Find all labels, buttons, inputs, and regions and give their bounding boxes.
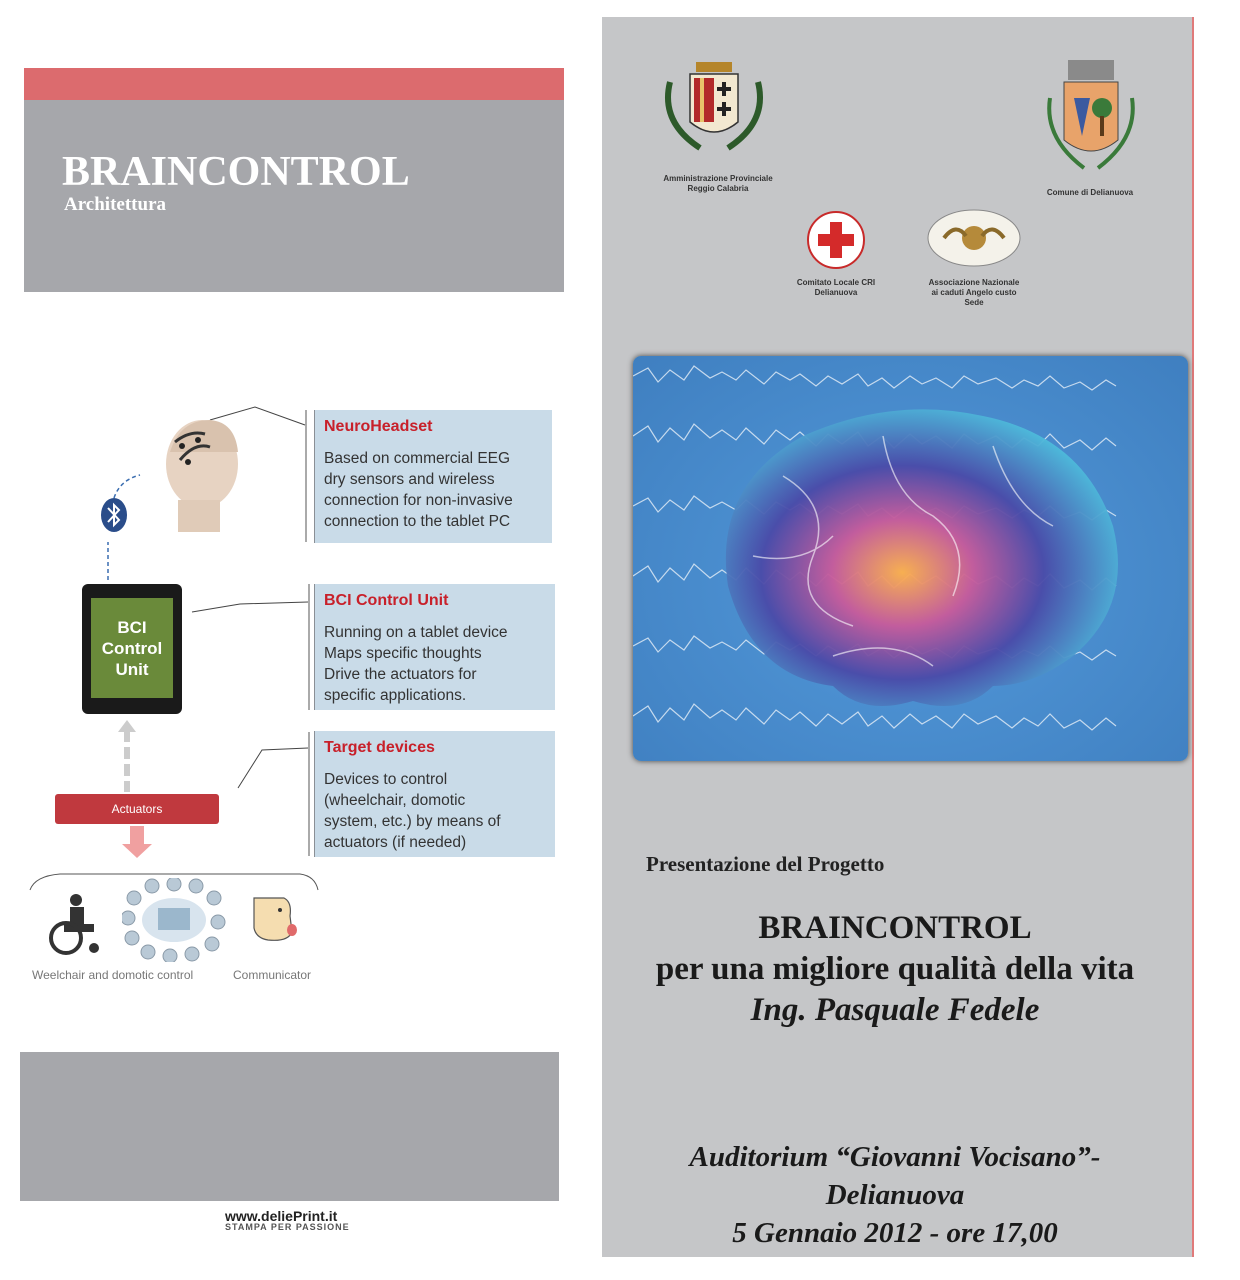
provincia-crest-icon: [660, 52, 768, 152]
tablet-device: [82, 584, 182, 714]
red-cross-caption: Comitato Locale CRI Delianuova: [796, 278, 876, 297]
bci-control-unit-description: Running on a tablet device Maps specific thoughts Drive the actuators for specific applications.: [324, 624, 508, 704]
red-cross-icon: [806, 210, 866, 270]
neuroheadset-box: [314, 410, 552, 543]
target-devices-description: Devices to control (wheelchair, domotic system, etc.) by means of actuators (if needed): [324, 771, 501, 851]
association-logo-icon: [926, 208, 1022, 268]
provincia-caption: Amministrazione Provinciale Reggio Calabria: [663, 174, 773, 193]
comune-caption: Comune di Delianuova: [1046, 188, 1134, 197]
footer-panel: [20, 1052, 559, 1201]
venue-name: Auditorium “Giovanni Vocisano”- Delianuova: [689, 1141, 1101, 1211]
event-date: 5 Gennaio 2012 - ore 17,00: [732, 1217, 1058, 1249]
wheelchair-caption: Weelchair and domotic control: [32, 968, 194, 982]
comune-crest-icon: [1044, 58, 1138, 176]
event-venue: [620, 1138, 1170, 1252]
printer-tagline: STAMPA PER PASSIONE: [225, 1222, 350, 1232]
project-name: BRAINCONTROL: [758, 910, 1032, 946]
presentation-label: Presentazione del Progetto: [646, 852, 885, 876]
printer-website[interactable]: www.deliePrint.it: [225, 1208, 338, 1224]
target-devices-box: [314, 731, 555, 857]
neuroheadset-description: Based on commercial EEG dry sensors and wireless connection for non-invasive connection to the tablet PC: [324, 450, 513, 530]
wheelchair-icon: [42, 892, 104, 956]
project-title: [640, 908, 1150, 1031]
bluetooth-icon: [100, 497, 128, 533]
speaker-name: Ing. Pasquale Fedele: [750, 992, 1040, 1028]
tablet-label: BCI Control Unit: [91, 598, 173, 698]
header-red-bar: [24, 68, 564, 100]
association-caption: Associazione Nazionale ai caduti Angelo custo Sede: [928, 278, 1020, 307]
eeg-brain-illustration: [633, 356, 1188, 761]
communicator-icon: [248, 892, 300, 946]
page-title: BRAINCONTROL: [62, 149, 410, 195]
communicator-caption: Communicator: [233, 968, 312, 982]
page-subtitle: Architettura: [64, 194, 167, 215]
brain-eeg-image: [633, 356, 1188, 761]
neuroheadset-title: NeuroHeadset: [324, 418, 433, 435]
domotic-control-icon: [122, 878, 226, 962]
target-devices-title: Target devices: [324, 739, 435, 756]
project-tagline: per una migliore qualità della vita: [655, 951, 1135, 987]
bci-control-unit-box: [314, 584, 555, 710]
head-icon: [160, 412, 244, 532]
bci-control-unit-title: BCI Control Unit: [324, 592, 449, 609]
actuators-label: Actuators: [55, 794, 219, 824]
